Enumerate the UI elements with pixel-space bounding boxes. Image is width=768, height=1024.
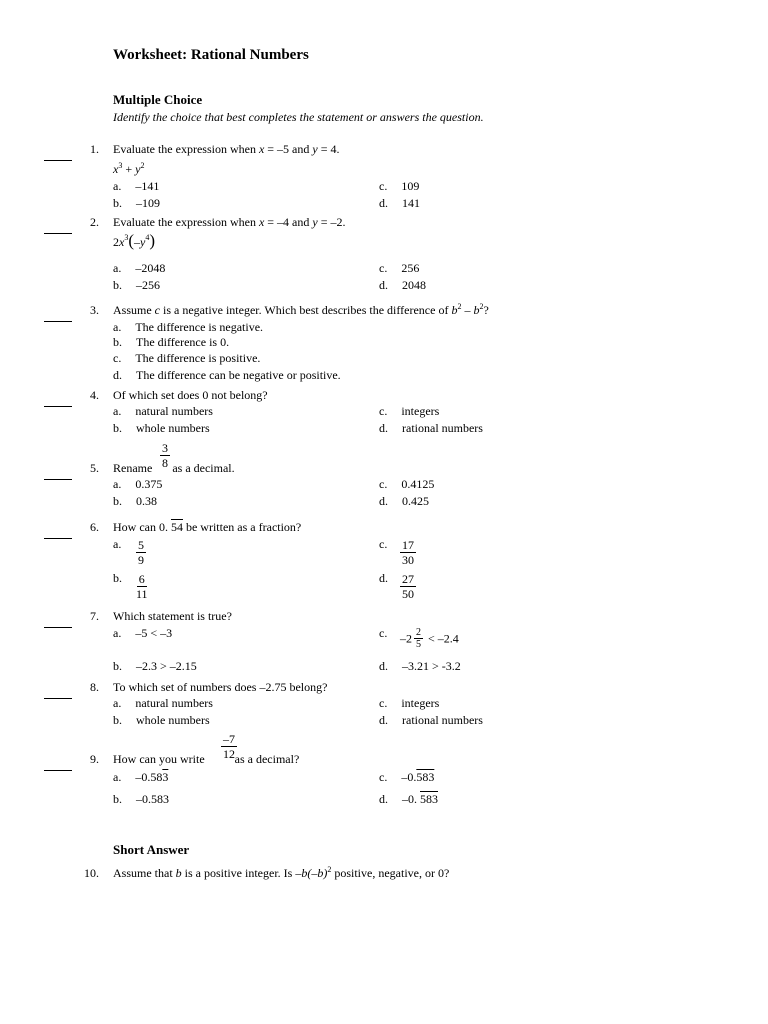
question-number-4: 4.	[90, 388, 99, 402]
q6-option-c-fraction: $\frac{17}{30}$	[402, 538, 414, 567]
q9-fraction: $\frac{-7}{12}$	[223, 732, 235, 761]
q6-option-d[interactable]: d.	[379, 571, 388, 585]
question-5-text: Rename as a decimal.	[113, 461, 235, 475]
question-4-text: Of which set does 0 not belong?	[113, 388, 268, 402]
q8-option-a[interactable]: a. natural numbers	[113, 696, 213, 710]
question-number-3: 3.	[90, 303, 99, 317]
answer-blank-1[interactable]	[44, 148, 72, 166]
q1-option-b[interactable]: b. –109	[113, 196, 160, 210]
answer-blank-8[interactable]	[44, 686, 72, 704]
multiple-choice-heading: Multiple Choice	[113, 92, 203, 107]
q2-option-a[interactable]: a. –2048	[113, 261, 166, 275]
question-10-text: Assume that b is a positive integer. Is $-b(-b)^2$ positive, negative, or 0?	[113, 865, 450, 880]
q3-option-c[interactable]: c. The difference is positive.	[113, 351, 261, 365]
q1-option-a[interactable]: a. –141	[113, 179, 160, 193]
q2-option-c[interactable]: c. 256	[379, 261, 420, 275]
question-number-8: 8.	[90, 680, 99, 694]
q6-option-c[interactable]: c.	[379, 537, 388, 551]
q5-option-a[interactable]: a. 0.375	[113, 477, 163, 491]
q7-option-a[interactable]: a. –5 < –3	[113, 626, 173, 640]
q7-option-c-expression: –2 $\frac{2}{5}$ < –2.4	[400, 627, 459, 650]
q7-option-b[interactable]: b. –2.3 > –2.15	[113, 659, 197, 673]
answer-blank-9[interactable]	[44, 758, 72, 776]
q8-option-d[interactable]: d. rational numbers	[379, 713, 483, 727]
answer-blank-7[interactable]	[44, 615, 72, 633]
question-2-expression: $2x^3(-y^4)$	[113, 231, 155, 250]
question-3-text: Assume c is a negative integer. Which best describes the difference of $b^2 - b^2$?	[113, 302, 489, 317]
question-8-text: To which set of numbers does –2.75 belong?	[113, 680, 328, 694]
q7-option-d[interactable]: d. –3.21 > -3.2	[379, 659, 461, 673]
question-1-expression: $x^3 + y^2$	[113, 161, 145, 176]
q3-option-a[interactable]: a. The difference is negative.	[113, 320, 264, 334]
answer-blank-6[interactable]	[44, 526, 72, 544]
q4-option-d[interactable]: d. rational numbers	[379, 421, 483, 435]
q9-option-d[interactable]: d. –0. 583	[379, 792, 438, 806]
question-number-10: 10.	[84, 866, 99, 880]
q4-option-b[interactable]: b. whole numbers	[113, 421, 210, 435]
q6-option-a-fraction: $\frac{5}{9}$	[138, 538, 144, 567]
q4-option-a[interactable]: a. natural numbers	[113, 404, 213, 418]
q3-option-d[interactable]: d. The difference can be negative or positive.	[113, 368, 341, 382]
q9-option-a[interactable]: a. –0.583	[113, 770, 169, 784]
question-6-text: How can 0. 54 be written as a fraction?	[113, 520, 302, 534]
q5-option-d[interactable]: d. 0.425	[379, 494, 429, 508]
q7-option-c[interactable]: c.	[379, 626, 388, 640]
answer-blank-5[interactable]	[44, 467, 72, 485]
question-number-2: 2.	[90, 215, 99, 229]
answer-blank-3[interactable]	[44, 309, 72, 327]
q3-option-b[interactable]: b. The difference is 0.	[113, 335, 230, 349]
question-9-text: How can you write as a decimal?	[113, 752, 300, 766]
q5-option-c[interactable]: c. 0.4125	[379, 477, 435, 491]
answer-blank-4[interactable]	[44, 394, 72, 412]
question-number-9: 9.	[90, 752, 99, 766]
q5-option-b[interactable]: b. 0.38	[113, 494, 157, 508]
q6-option-b[interactable]: b.	[113, 571, 122, 585]
q2-option-b[interactable]: b. –256	[113, 278, 160, 292]
question-number-7: 7.	[90, 609, 99, 623]
question-7-text: Which statement is true?	[113, 609, 232, 623]
q8-option-c[interactable]: c. integers	[379, 696, 440, 710]
q1-option-c[interactable]: c. 109	[379, 179, 420, 193]
question-2-text: Evaluate the expression when x = –4 and y = –2.	[113, 215, 346, 229]
q8-option-b[interactable]: b. whole numbers	[113, 713, 210, 727]
q6-option-b-fraction: $\frac{6}{11}$	[136, 572, 148, 601]
short-answer-heading: Short Answer	[113, 842, 190, 857]
q6-option-d-fraction: $\frac{27}{50}$	[402, 572, 414, 601]
q1-option-d[interactable]: d. 141	[379, 196, 420, 210]
q4-option-c[interactable]: c. integers	[379, 404, 440, 418]
q5-fraction: $\frac{3}{8}$	[162, 441, 168, 470]
q9-option-c[interactable]: c. –0.583	[379, 770, 435, 784]
question-1-text: Evaluate the expression when x = –5 and y = 4.	[113, 142, 340, 156]
q6-option-a[interactable]: a.	[113, 537, 122, 551]
answer-blank-2[interactable]	[44, 221, 72, 239]
worksheet-title: Worksheet: Rational Numbers	[113, 47, 309, 63]
instructions: Identify the choice that best completes the statement or answers the question.	[113, 110, 484, 124]
question-number-6: 6.	[90, 520, 99, 534]
question-number-5: 5.	[90, 461, 99, 475]
q9-option-b[interactable]: b. –0.583	[113, 792, 169, 806]
q2-option-d[interactable]: d. 2048	[379, 278, 426, 292]
question-number-1: 1.	[90, 142, 99, 156]
